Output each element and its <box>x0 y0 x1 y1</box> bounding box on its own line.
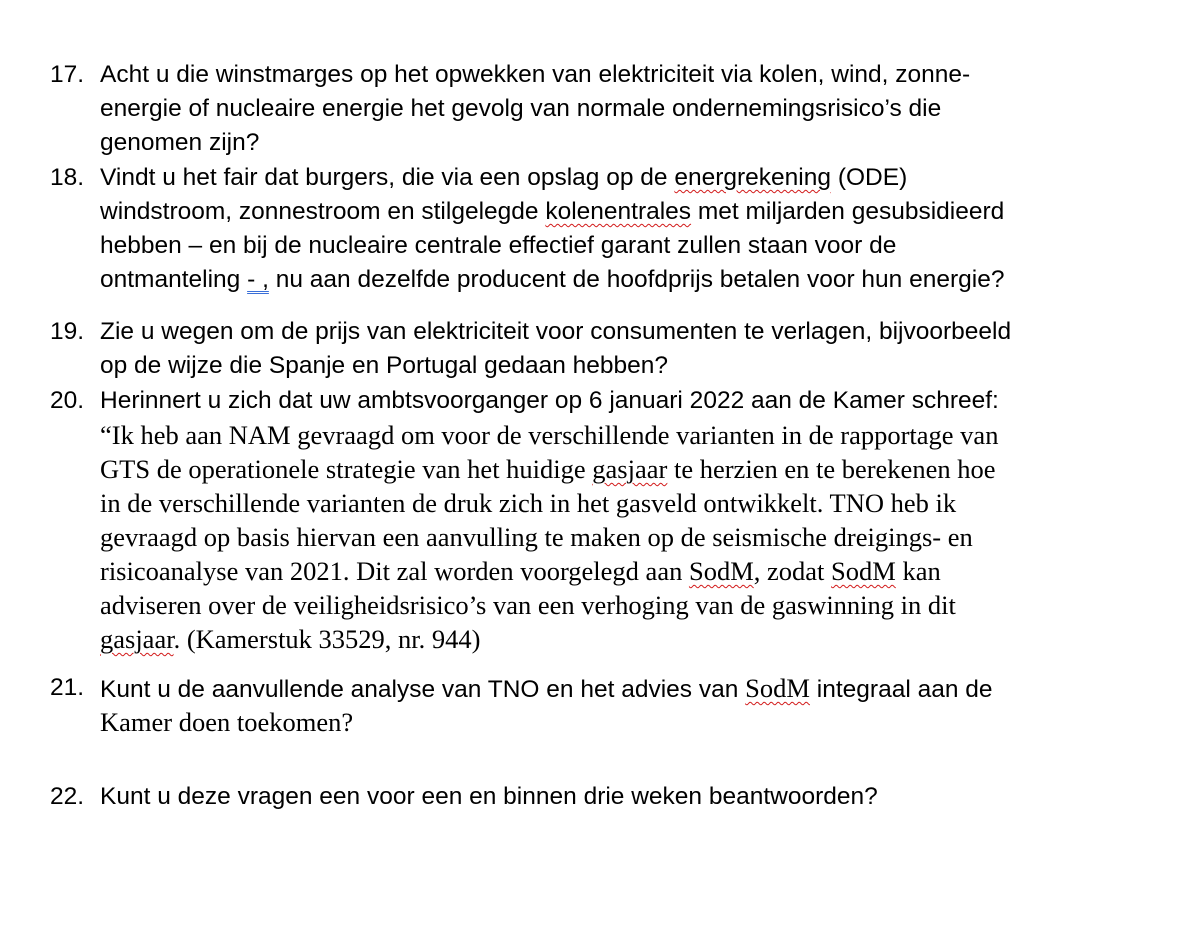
question-line <box>100 161 907 195</box>
question-number: 22. <box>50 783 85 810</box>
question-line <box>100 671 993 705</box>
text-run: risicoanalyse van 2021. Dit zal worden voorgelegd aan <box>100 556 683 586</box>
text-run: integraal aan de <box>816 676 993 703</box>
text-run: , zodat <box>753 556 825 586</box>
text-run: Vindt u het fair dat burgers, die via een opslag op de <box>100 164 668 191</box>
spelling-flagged-word[interactable]: gasjaar <box>100 624 174 654</box>
spelling-flagged-word[interactable]: gasjaar <box>592 454 668 484</box>
spelling-flagged-word[interactable]: SodM <box>831 556 896 586</box>
question-number: 21. <box>50 674 85 701</box>
question-line <box>100 263 1004 297</box>
spelling-flagged-word[interactable]: energrekening <box>674 164 831 191</box>
question-number: 18. <box>50 164 85 191</box>
quote-line: “Ik heb aan NAM gevraagd om voor de verschillende varianten in de rapportage van <box>100 420 999 450</box>
text-run: . (Kamerstuk 33529, nr. 944) <box>173 624 481 654</box>
question-line: genomen zijn? <box>100 129 260 156</box>
text-run: (ODE) <box>837 164 908 191</box>
question-line: op de wijze die Spanje en Portugal gedaan hebben? <box>100 352 669 379</box>
question-line: Kamer doen toekomen? <box>100 707 354 737</box>
question-line: Kunt u deze vragen een voor een en binnen drie weken beantwoorden? <box>100 783 878 810</box>
spelling-flagged-word[interactable]: kolenentrales <box>545 198 692 225</box>
quote-line: adviseren over de veiligheidsrisico’s van een verhoging van de gaswinning in dit <box>100 590 956 620</box>
question-number: 19. <box>50 318 85 345</box>
question-line <box>100 195 1004 229</box>
text-run: kan <box>902 556 941 586</box>
question-line: energie of nucleaire energie het gevolg van normale ondernemingsrisico’s die <box>100 95 942 122</box>
quote-line: in de verschillende varianten de druk zich in het gasveld ontwikkelt. TNO heb ik <box>100 488 957 518</box>
question-line: Zie u wegen om de prijs van elektriciteit voor consumenten te verlagen, bijvoorbeeld <box>100 318 1012 345</box>
quote-line <box>100 554 941 588</box>
text-run: met miljarden gesubsidieerd <box>697 198 1005 225</box>
text-run: GTS de operationele strategie van het huidige <box>100 454 586 484</box>
text-run: te herzien en te berekenen hoe <box>673 454 996 484</box>
quote-line <box>100 622 481 656</box>
question-line: hebben – en bij de nucleaire centrale effectief garant zullen staan voor de <box>100 232 897 259</box>
spelling-flagged-word[interactable]: SodM <box>745 673 810 703</box>
question-line: Acht u die winstmarges op het opwekken van elektriciteit via kolen, wind, zonne- <box>100 61 971 88</box>
question-line: Herinnert u zich dat uw ambtsvoorganger op 6 januari 2022 aan de Kamer schreef: <box>100 387 999 414</box>
quote-line: gevraagd op basis hiervan een aanvulling te maken op de seismische dreigings- en <box>100 522 973 552</box>
text-run: ontmanteling <box>100 266 241 293</box>
quote-line <box>100 452 995 486</box>
text-run: windstroom, zonnestroom en stilgelegde <box>100 198 539 225</box>
grammar-flagged-text[interactable]: - , <box>247 266 269 293</box>
text-run: nu aan dezelfde producent de hoofdprijs betalen voor hun energie? <box>275 266 1005 293</box>
question-number: 20. <box>50 387 85 414</box>
question-number: 17. <box>50 61 85 88</box>
text-run: Kunt u de aanvullende analyse van TNO en het advies van <box>100 676 739 703</box>
spelling-flagged-word[interactable]: SodM <box>688 556 754 586</box>
